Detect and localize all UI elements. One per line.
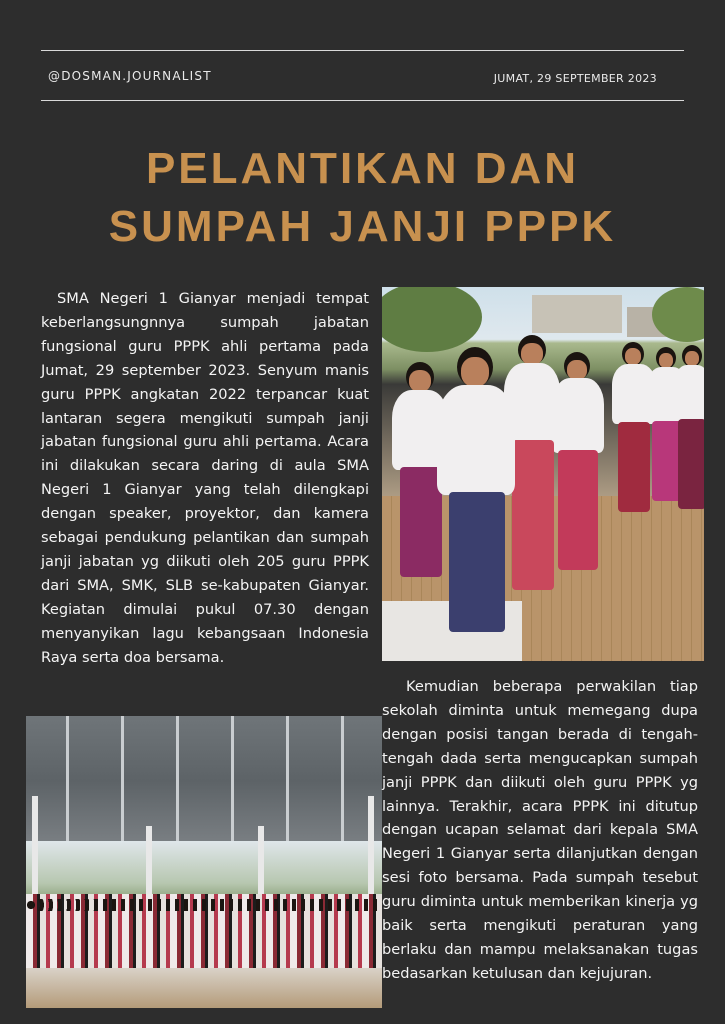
top-rule (41, 50, 684, 51)
title-line-1: PELANTIKAN DAN (145, 144, 580, 193)
header-bottom-rule (41, 100, 684, 101)
title-line-2: SUMPAH JANJI PPPK (108, 202, 617, 251)
teachers-procession-photo (382, 287, 704, 661)
article-paragraph-2: Kemudian beberapa perwakilan tiap sekolah diminta untuk memegang dupa dengan posisi tangan berada di tengah-tengah dada serta mengucapkan sumpah janji PPPK dan diikuti oleh guru PPPK yg lainnya. Terakhir, acara PPPK ini ditutup dengan ucapan selamat dari kepala SMA Negeri 1 Gianyar serta dilanjutkan dengan sesi foto bersama. Pada sumpah tesebut guru diminta untuk memberikan kinerja yg baik serta mengikuti peraturan yang berlaku dan mampu melaksanakan tugas bedasarkan ketulusan dan kejujuran. (382, 678, 698, 982)
article-paragraph-1: SMA Negeri 1 Gianyar menjadi tempat keberlangsungnnya sumpah jabatan fungsional guru PPPK ahli pertama pada Jumat, 29 september 2023. Senyum manis guru PPPK angkatan 2022 terpancar kuat lantaran segera mengikuti sumpah janji jabatan fungsional guru ahli pertama. Acara ini dilakukan secara daring di aula SMA Negeri 1 Gianyar yang telah dilengkapi dengan speaker, proyektor, dan kamera sebagai pendukung pelantikan dan sumpah janji jabatan yg diikuti oleh 205 guru PPPK dari SMA, SMK, SLB se-kabupaten Gianyar. Kegiatan dimulai pukul 07.30 dengan menyanyikan lagu kebangsaan Indonesia Raya serta doa bersama. (41, 290, 369, 666)
publication-date: JUMAT, 29 SEPTEMBER 2023 (493, 72, 657, 85)
author-handle: @DOSMAN.JOURNALIST (48, 69, 212, 83)
group-photo-pavilion (26, 716, 382, 1008)
article-title (40, 140, 685, 256)
